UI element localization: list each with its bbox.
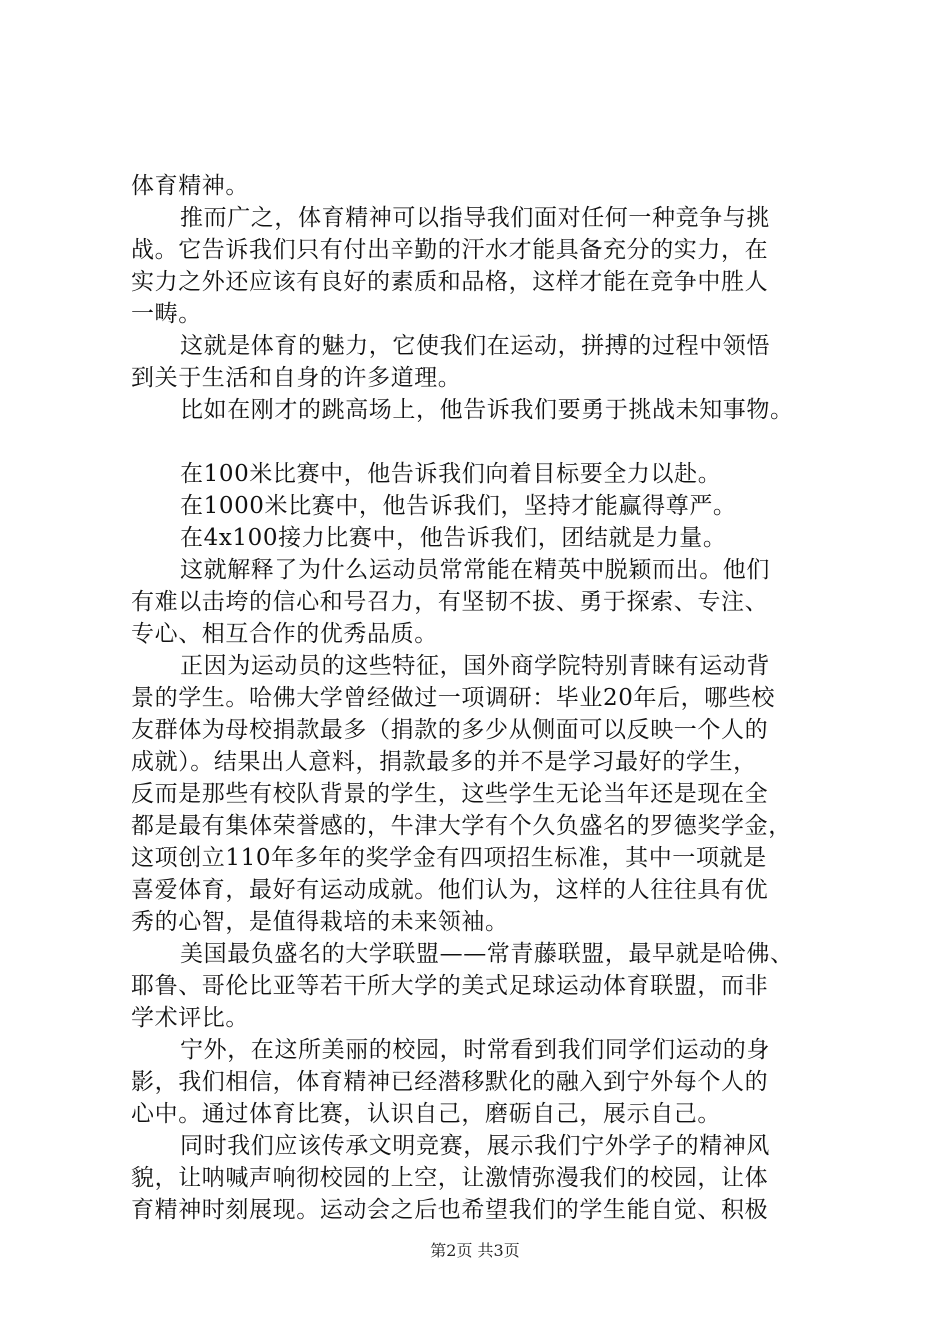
text-line: 一畴。 — [131, 301, 202, 327]
text-line: 成就）。结果出人意料，捐款最多的并不是学习最好的学生， — [131, 749, 757, 775]
text-line: 友群体为母校捐款最多（捐款的多少从侧面可以反映一个人的 — [131, 717, 769, 743]
text-line: 反而是那些有校队背景的学生，这些学生无论当年还是现在全 — [131, 781, 769, 807]
page-number-label: 第2页 共3页 — [430, 1241, 520, 1260]
text-line: 这就是体育的魅力，它使我们在运动，拼搏的过程中领悟 — [180, 333, 770, 359]
text-line: 有难以击垮的信心和号召力，有坚韧不拔、勇于探索、专注、 — [131, 589, 769, 615]
text-line: 在1000米比赛中，他告诉我们，坚持才能赢得尊严。 — [180, 493, 737, 519]
text-line: 学术评比。 — [131, 1005, 249, 1031]
text-line: 这就解释了为什么运动员常常能在精英中脱颖而出。他们 — [180, 557, 770, 583]
text-line: 到关于生活和自身的许多道理。 — [131, 365, 462, 391]
text-line: 比如在刚才的跳高场上，他告诉我们要勇于挑战未知事物。 — [180, 397, 794, 423]
page-footer — [0, 1241, 950, 1261]
text-line: 心中。通过体育比赛，认识自己，磨砺自己，展示自己。 — [131, 1101, 721, 1127]
text-line: 耶鲁、哥伦比亚等若干所大学的美式足球运动体育联盟，而非 — [131, 973, 769, 999]
text-line: 景的学生。哈佛大学曾经做过一项调研：毕业20年后，哪些校 — [131, 685, 776, 711]
text-line: 同时我们应该传承文明竞赛，展示我们宁外学子的精神风 — [180, 1133, 770, 1159]
text-line: 在4x100接力比赛中，他告诉我们，团结就是力量。 — [180, 525, 727, 551]
text-line: 体育精神。 — [131, 173, 249, 199]
text-line: 都是最有集体荣誉感的，牛津大学有个久负盛名的罗德奖学金， — [131, 813, 792, 839]
text-line: 喜爱体育，最好有运动成就。他们认为，这样的人往往具有优 — [131, 877, 769, 903]
text-line: 影，我们相信，体育精神已经潜移默化的融入到宁外每个人的 — [131, 1069, 769, 1095]
text-line: 专心、相互合作的优秀品质。 — [131, 621, 438, 647]
text-line: 推而广之，体育精神可以指导我们面对任何一种竞争与挑 — [180, 205, 770, 231]
text-line: 战。它告诉我们只有付出辛勤的汗水才能具备充分的实力，在 — [131, 237, 769, 263]
text-line: 秀的心智，是值得栽培的未来领袖。 — [131, 909, 509, 935]
text-line: 在100米比赛中，他告诉我们向着目标要全力以赴。 — [180, 461, 722, 487]
text-line: 宁外，在这所美丽的校园，时常看到我们同学们运动的身 — [180, 1037, 770, 1063]
text-line: 貌，让呐喊声响彻校园的上空，让激情弥漫我们的校园，让体 — [131, 1165, 769, 1191]
blank-line — [131, 426, 833, 458]
text-line: 正因为运动员的这些特征，国外商学院特别青睐有运动背 — [180, 653, 770, 679]
text-line: 育精神时刻展现。运动会之后也希望我们的学生能自觉、积极 — [131, 1197, 769, 1223]
text-line: 美国最负盛名的大学联盟——常青藤联盟，最早就是哈佛、 — [180, 941, 794, 967]
text-line: 实力之外还应该有良好的素质和品格，这样才能在竞争中胜人 — [131, 269, 769, 295]
document-body — [131, 170, 833, 1226]
text-line: 这项创立110年多年的奖学金有四项招生标准，其中一项就是 — [131, 845, 767, 871]
